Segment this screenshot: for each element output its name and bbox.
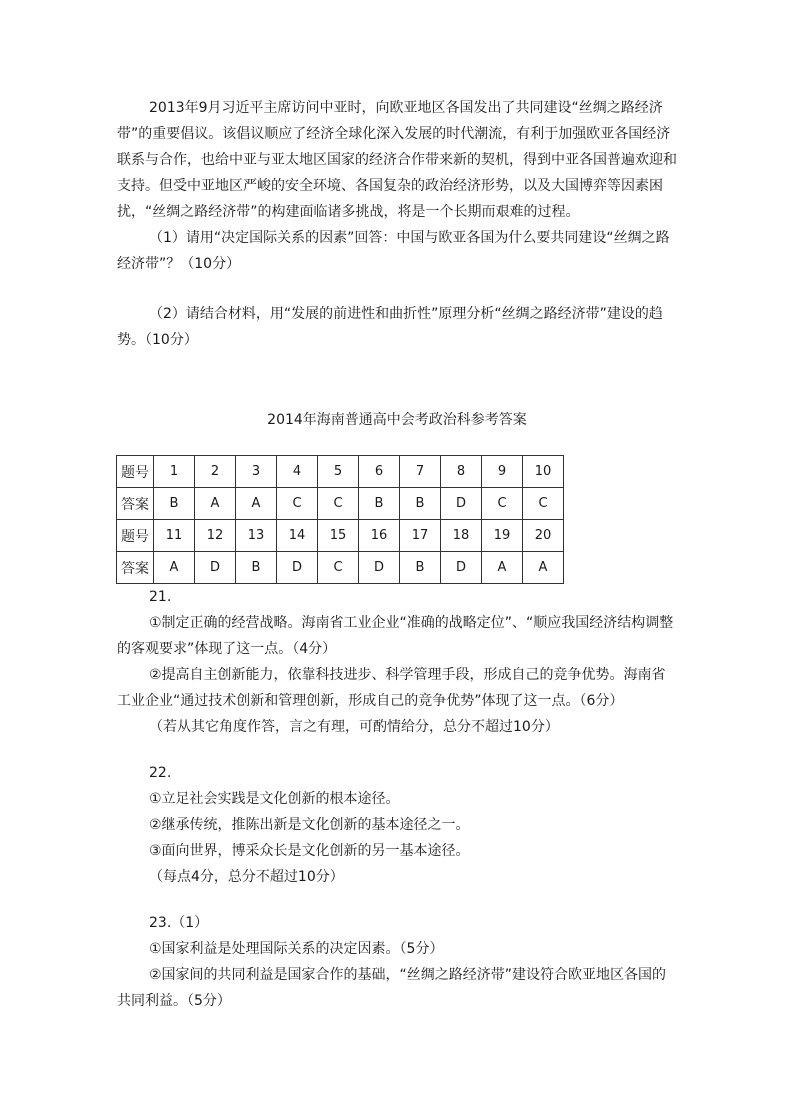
table-cell: 4 [277,456,318,488]
table-cell: 11 [154,520,195,552]
row-header-number: 题号 [117,456,154,488]
row-header-answer: 答案 [117,488,154,520]
q21-label: 21. [149,589,172,605]
table-cell: 10 [523,456,564,488]
table-cell: 16 [359,520,400,552]
table-cell: B [236,552,277,584]
table-cell: 3 [236,456,277,488]
q21-point-1: ①制定正确的经营战略。海南省工业企业“准确的战略定位”、“顺应我国经济结构调整的客观要求”体现了这一点。（4分） [117,615,674,657]
table-cell: 5 [318,456,359,488]
q22-note: （每点4分，总分不超过10分） [149,869,344,885]
table-cell: C [277,488,318,520]
q23-label: 23.（1） [149,915,209,931]
table-cell: B [359,488,400,520]
table-cell: A [236,488,277,520]
q22-point-2: ②继承传统，推陈出新是文化创新的基本途径之一。 [149,817,470,833]
q21-point-2: ②提高自主创新能力，依靠科技进步、科学管理手段，形成自己的竞争优势。海南省工业企业“通过技术创新和管理创新，形成自己的竞争优势”体现了这一点。（6分） [117,667,666,709]
table-cell: 7 [400,456,441,488]
table-cell: D [195,552,236,584]
table-cell: D [359,552,400,584]
answer-table [116,455,564,584]
table-cell: 18 [441,520,482,552]
table-cell: D [277,552,318,584]
table-cell: 17 [400,520,441,552]
table-cell: B [154,488,195,520]
table-cell: 14 [277,520,318,552]
q21-note: （若从其它角度作答，言之有理，可酌情给分，总分不超过10分） [149,719,559,735]
table-row-answers-2 [117,552,564,584]
material-paragraph: 2013年9月习近平主席访问中亚时，向欧亚地区各国发出了共同建设“丝绸之路经济带”的重要倡议。该倡议顺应了经济全球化深入发展的时代潮流，有利于加强欧亚各国经济联系与合作，也给中亚与亚太地区国家的经济合作带来新的契机，得到中亚各国普遍欢迎和支持。但受中亚地区严峻的安全环境、各国复杂的政治经济形势，以及大国博弈等因素困扰，“丝绸之路经济带”的构建面临诸多挑战，将是一个长期而艰难的过程。 [117,100,677,220]
question-1: （1）请用“决定国际关系的因素”回答：中国与欧亚各国为什么要共同建设“丝绸之路经济带”？（10分） [117,230,670,272]
q23-point-2: ②国家间的共同利益是国家合作的基础，“丝绸之路经济带”建设符合欧亚地区各国的共同利益。（5分） [117,967,667,1009]
question-2: （2）请结合材料，用“发展的前进性和曲折性”原理分析“丝绸之路经济带”建设的趋势。（10分） [117,306,663,348]
table-cell: B [400,552,441,584]
table-cell: C [482,488,523,520]
table-cell: 6 [359,456,400,488]
table-cell: 19 [482,520,523,552]
table-cell: 1 [154,456,195,488]
table-cell: A [523,552,564,584]
answer-key-title: 2014年海南普通高中会考政治科参考答案 [267,412,527,428]
q22-point-1: ①立足社会实践是文化创新的根本途径。 [149,791,400,807]
q22-point-3: ③面向世界，博采众长是文化创新的另一基本途径。 [149,843,470,859]
table-cell: 9 [482,456,523,488]
table-cell: 13 [236,520,277,552]
row-header-answer: 答案 [117,552,154,584]
table-cell: C [523,488,564,520]
table-cell: 20 [523,520,564,552]
table-cell: C [318,552,359,584]
document-page [117,95,677,1014]
table-cell: 12 [195,520,236,552]
table-cell: 15 [318,520,359,552]
table-cell: D [441,488,482,520]
row-header-number: 题号 [117,520,154,552]
table-cell: A [195,488,236,520]
table-row-numbers-2 [117,520,564,552]
table-row-answers-1 [117,488,564,520]
table-cell: 2 [195,456,236,488]
table-cell: A [482,552,523,584]
table-cell: D [441,552,482,584]
q22-label: 22. [149,765,172,781]
table-row-numbers-1 [117,456,564,488]
table-cell: B [400,488,441,520]
table-cell: 8 [441,456,482,488]
table-cell: A [154,552,195,584]
table-cell: C [318,488,359,520]
q23-point-1: ①国家利益是处理国际关系的决定因素。（5分） [149,941,444,957]
